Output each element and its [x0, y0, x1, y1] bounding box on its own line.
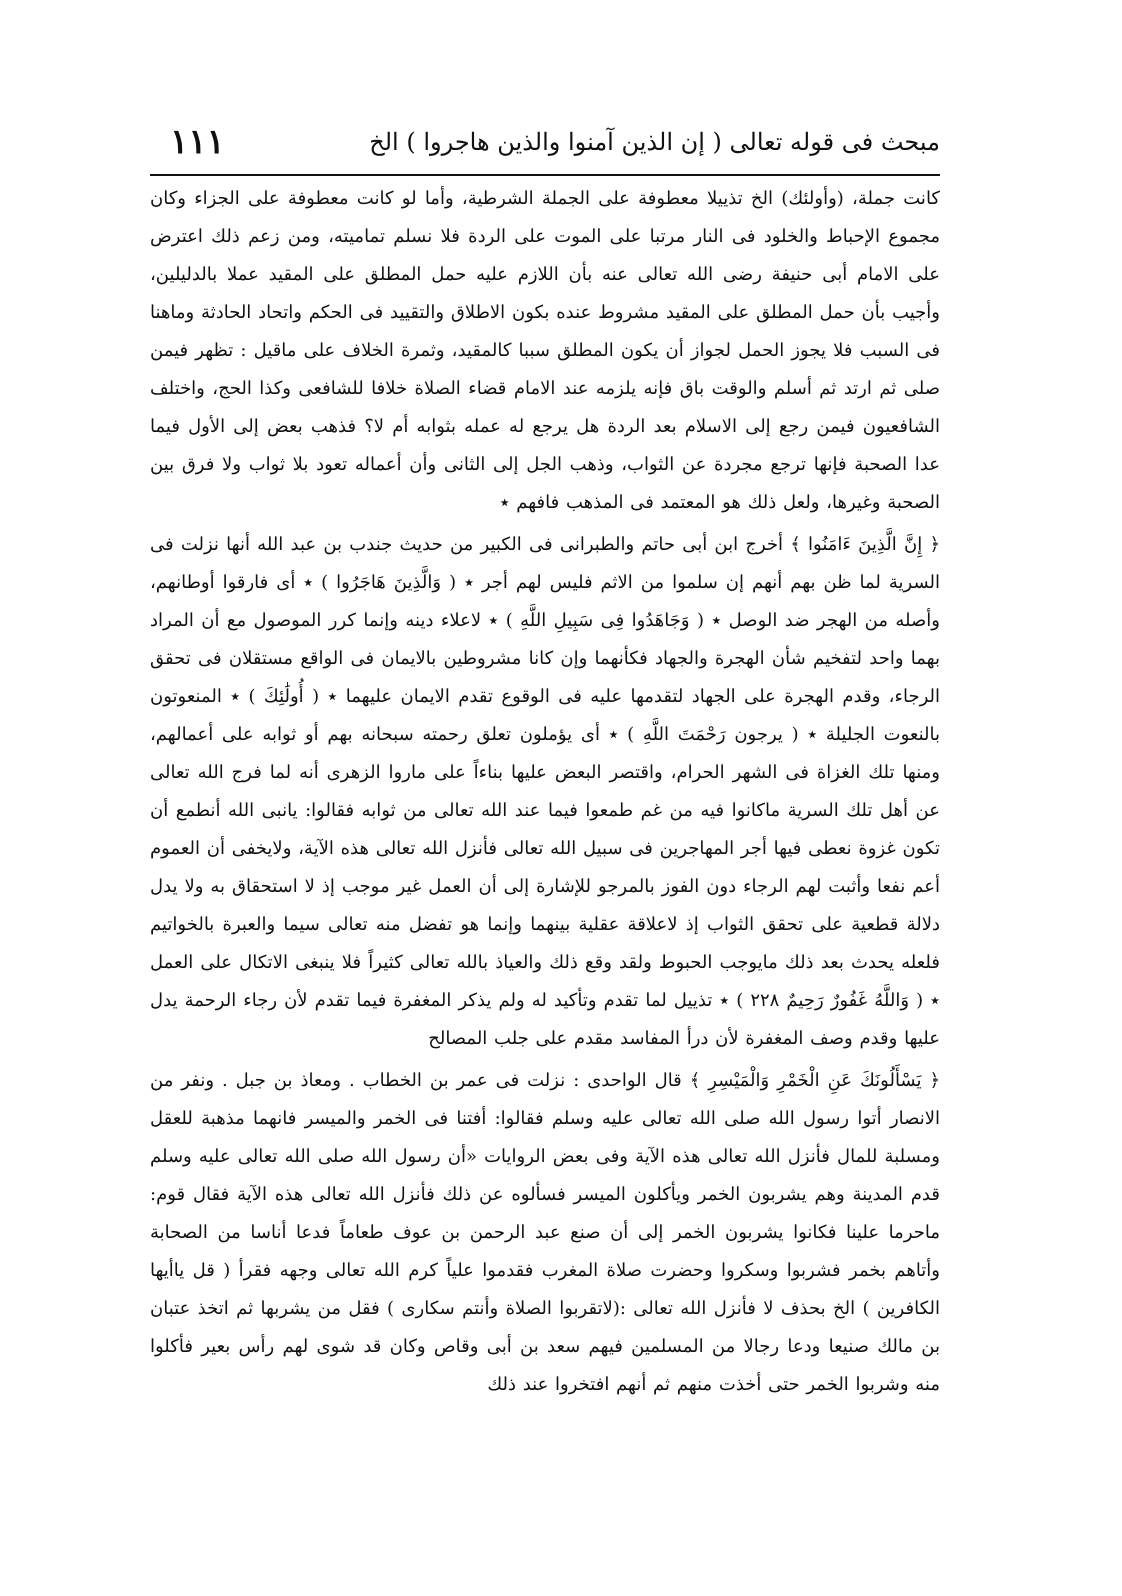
- page-header: [150, 118, 940, 174]
- paragraph: ﴿ يَسْأَلُونَكَ عَنِ الْخَمْرِ وَالْمَيْسِرِ ﴾ قال الواحدى : نزلت فى عمر بن الخطاب . ومعاذ بن جبل . ونفر من الانصار أتوا رسول الله صلى الله تعالى عليه وسلم فقالوا: أفتنا فى الخمر والميسر فانهما مذهبة للعقل ومسلبة للمال فأنزل الله تعالى هذه الآية وفى بعض الروايات «أن رسول الله صلى الله تعالى عليه وسلم قدم المدينة وهم يشربون الخمر ويأكلون الميسر فسألوه عن ذلك فأنزل الله تعالى هذه الآية فقال قوم: ماحرما علينا فكانوا يشربون الخمر إلى أن صنع عبد الرحمن بن عوف طعاماً فدعا أناسا من الصحابة وأتاهم بخمر فشربوا وسكروا وحضرت صلاة المغرب فقدموا علياً كرم الله تعالى وجهه فقرأ ( قل ياأيها الكافرين ) الخ بحذف لا فأنزل الله تعالى :(لاتقربوا الصلاة وأنتم سكارى ) فقل من يشربها ثم اتخذ عتبان بن مالك صنيعا ودعا رجالا من المسلمين فيهم سعد بن أبى وقاص وكان قد شوى لهم رأس بعير فأكلوا منه وشربوا الخمر حتى أخذت منهم ثم أنهم افتخروا عند ذلك: [150, 1070, 940, 1395]
- paragraph: ﴿ إِنَّ الَّذِينَ ءَامَنُوا ﴾ أخرج ابن أبى حاتم والطبرانى فى الكبير من حديث جندب بن عبد الله أنها نزلت فى السرية لما ظن بهم أنهم إن سلموا من الاثم فليس لهم أجر ٭ ( وَالَّذِينَ هَاجَرُوا ) ٭ أى فارقوا أوطانهم، وأصله من الهجر ضد الوصل ٭ ( وَجَاهَدُوا فِى سَبِيلِ اللَّهِ ) ٭ لاعلاء دينه وإنما كرر الموصول مع أن المراد بهما واحد لتفخيم شأن الهجرة والجهاد فكأنهما وإن كانا مشروطين بالايمان فى الواقع مستقلان فى تحقق الرجاء، وقدم الهجرة على الجهاد لتقدمها عليه فى الوقوع تقدم الايمان عليهما ٭ ( أُولَٰئِكَ ) ٭ المنعوتون بالنعوت الجليلة ٭ ( يرجون رَحْمَتَ اللَّهِ ) ٭ أى يؤملون تعلق رحمته سبحانه بهم أو ثوابه على أعمالهم، ومنها تلك الغزاة فى الشهر الحرام، واقتصر البعض عليها بناءاً على ماروا الزهرى أنه لما فرج الله تعالى عن أهل تلك السرية ماكانوا فيه من غم طمعوا فيما عند الله تعالى من ثوابه فقالوا: يانبى الله أنطمع أن تكون غزوة نعطى فيها أجر المهاجرين فى سبيل الله تعالى فأنزل الله تعالى هذه الآية، ولايخفى أن العموم أعم نفعا وأثبت لهم الرجاء دون الفوز بالمرجو للإشارة إلى أن العمل غير موجب إذ لا استحقاق به ولا يدل دلالة قطعية على تحقق الثواب إذ لاعلاقة عقلية بينهما وإنما هو تفضل منه تعالى سيما والعبرة بالخواتيم فلعله يحدث بعد ذلك مايوجب الحبوط ولقد وقع ذلك والعياذ بالله تعالى كثيراً فلا ينبغى الاتكال على العمل ٭ ( وَاللَّهُ غَفُورٌ رَحِيمٌ ٢٢٨ ) ٭ تذييل لما تقدم وتأكيد له ولم يذكر المغفرة فيما تقدم لأن رجاء الرحمة يدل عليها وقدم وصف المغفرة لأن درأ المفاسد مقدم على جلب المصالح: [150, 534, 940, 1049]
- header-rule: [150, 174, 940, 176]
- page-content: [150, 118, 940, 1404]
- page-number: ١١١: [170, 122, 225, 162]
- running-title: مبحث فى قوله تعالى ( إن الذين آمنوا والذين هاجروا ) الخ: [369, 128, 940, 156]
- paragraph: كانت جملة، (وأولئك) الخ تذييلا معطوفة على الجملة الشرطية، وأما لو كانت معطوفة على الجزاء وكان مجموع الإحباط والخلود فى النار مرتبا على الموت على الردة فلا نسلم تماميته، ومن زعم ذلك اعترض على الامام أبى حنيفة رضى الله تعالى عنه بأن اللازم عليه حمل المطلق على المقيد عملا بالدليلين، وأجيب بأن حمل المطلق على المقيد مشروط عنده بكون الاطلاق والتقييد فى الحكم واتحاد الحادثة وماهنا فى السبب فلا يجوز الحمل لجواز أن يكون المطلق سببا كالمقيد، وثمرة الخلاف على ماقيل : تظهر فيمن صلى ثم ارتد ثم أسلم والوقت باق فإنه يلزمه عند الامام قضاء الصلاة خلافا للشافعى وكذا الحج، واختلف الشافعيون فيمن رجع إلى الاسلام بعد الردة هل يرجع له عمله بثوابه أم لا؟ فذهب بعض إلى الأول فيما عدا الصحبة فإنها ترجع مجردة عن الثواب، وذهب الجل إلى الثانى وأن أعماله تعود بلا ثواب ولا فرق بين الصحبة وغيرها، ولعل ذلك هو المعتمد فى المذهب فافهم ٭: [150, 188, 940, 513]
